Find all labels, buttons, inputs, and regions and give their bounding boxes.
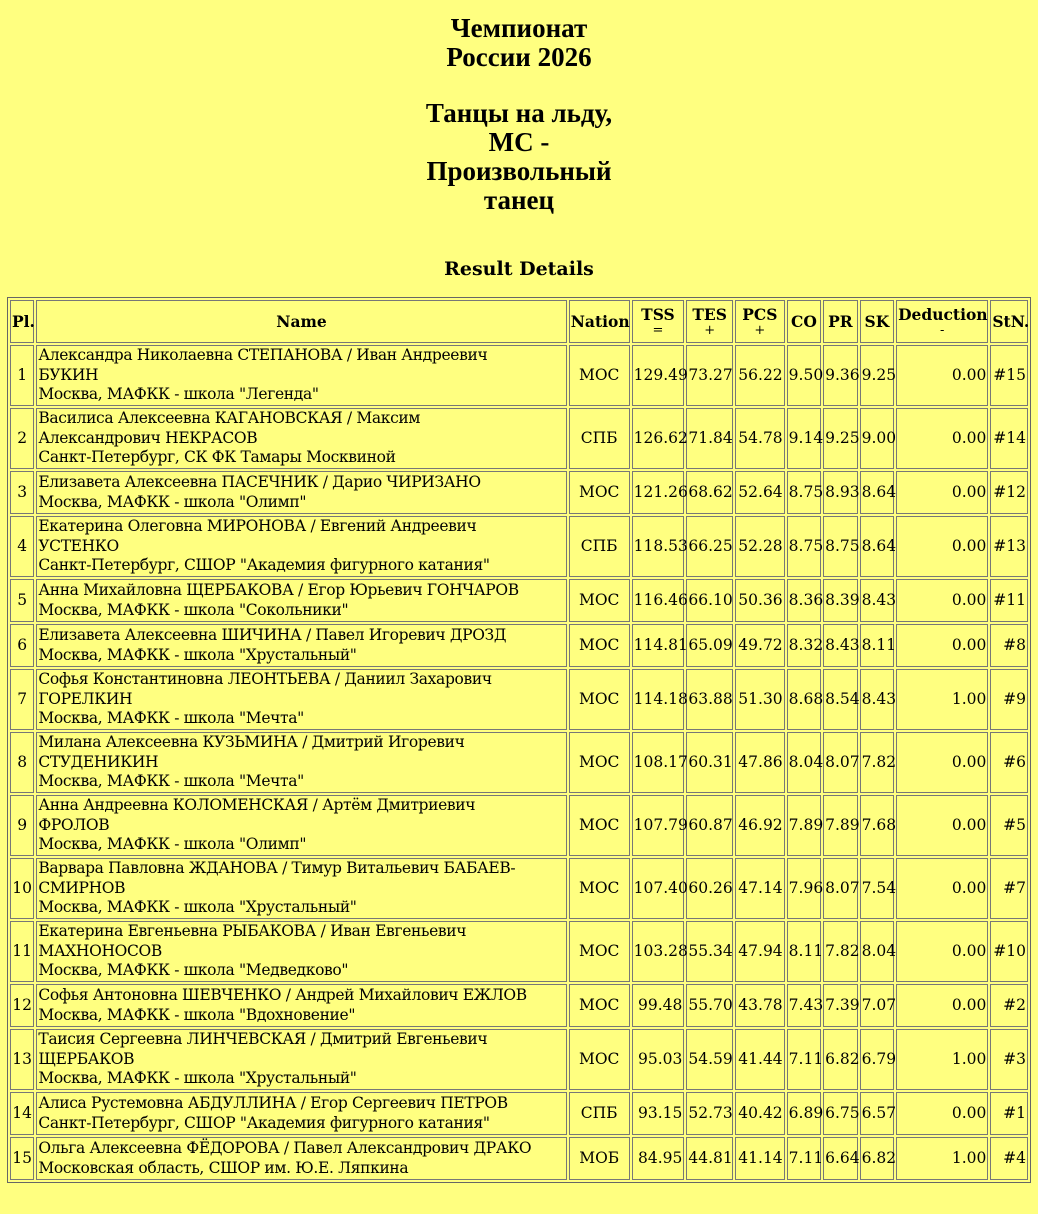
cell-place: 14 xyxy=(10,1092,34,1135)
name-line: Елизавета Алексеевна ПАСЕЧНИК / Дарио ЧИРИЗАНО xyxy=(38,473,481,491)
table-row xyxy=(10,408,1028,469)
cell-sk: 8.04 xyxy=(860,921,894,982)
name-line: Москва, МАФКК - школа "Олимп" xyxy=(38,835,307,854)
cell-deduction: 0.00 xyxy=(896,579,988,622)
event-title-line: Чемпионат xyxy=(450,13,588,43)
segment-title-line: Произвольный xyxy=(426,156,612,186)
cell-sk: 8.43 xyxy=(860,669,894,730)
cell-sk: 8.64 xyxy=(860,471,894,514)
event-title-line: России 2026 xyxy=(446,42,592,72)
column-header-nation: Nation xyxy=(569,300,630,343)
cell-pr: 8.93 xyxy=(823,471,857,514)
cell-pcs: 52.64 xyxy=(735,471,785,514)
cell-pr: 8.54 xyxy=(823,669,857,730)
table-row xyxy=(10,1137,1028,1180)
cell-name xyxy=(36,732,566,793)
cell-deduction: 0.00 xyxy=(896,1092,988,1135)
cell-sk: 8.11 xyxy=(860,624,894,667)
cell-tes: 66.10 xyxy=(686,579,733,622)
name-line: Таисия Сергеевна ЛИНЧЕВСКАЯ / Дмитрий Евгеньевич xyxy=(38,1030,488,1049)
cell-tes: 52.73 xyxy=(686,1092,733,1135)
cell-tss: 126.62 xyxy=(632,408,685,469)
cell-deduction: 1.00 xyxy=(896,1137,988,1180)
cell-nation: МОС xyxy=(569,579,630,622)
page-header xyxy=(0,14,1038,280)
cell-start-number: #7 xyxy=(990,858,1028,919)
cell-sk: 7.54 xyxy=(860,858,894,919)
cell-tes: 66.25 xyxy=(686,516,733,577)
column-header-pcs-sign: + xyxy=(754,323,766,338)
cell-place: 15 xyxy=(10,1137,34,1180)
cell-nation: МОС xyxy=(569,345,630,406)
cell-deduction: 0.00 xyxy=(896,624,988,667)
cell-deduction: 0.00 xyxy=(896,516,988,577)
cell-tss: 108.17 xyxy=(632,732,685,793)
cell-sk: 6.82 xyxy=(860,1137,894,1180)
cell-place: 6 xyxy=(10,624,34,667)
cell-deduction: 0.00 xyxy=(896,471,988,514)
cell-pcs: 46.92 xyxy=(735,795,785,856)
cell-tes: 54.59 xyxy=(686,1029,733,1090)
cell-pcs: 52.28 xyxy=(735,516,785,577)
table-row xyxy=(10,579,1028,622)
name-line: Екатерина Евгеньевна РЫБАКОВА / Иван Евгеньевич xyxy=(38,922,467,941)
cell-name xyxy=(36,408,566,469)
cell-co: 7.96 xyxy=(787,858,821,919)
cell-place: 7 xyxy=(10,669,34,730)
cell-sk: 8.43 xyxy=(860,579,894,622)
cell-name xyxy=(36,669,566,730)
table-row xyxy=(10,984,1028,1027)
cell-place: 10 xyxy=(10,858,34,919)
name-line: Санкт-Петербург, СК ФК Тамары Москвиной xyxy=(38,448,396,467)
name-line: Анна Андреевна КОЛОМЕНСКАЯ / Артём Дмитриевич xyxy=(38,796,476,815)
cell-pr: 9.25 xyxy=(823,408,857,469)
cell-nation: МОС xyxy=(569,624,630,667)
cell-place: 4 xyxy=(10,516,34,577)
cell-co: 8.04 xyxy=(787,732,821,793)
cell-co: 7.11 xyxy=(787,1137,821,1180)
name-line: Москва, МАФКК - школа "Хрустальный" xyxy=(38,645,357,664)
cell-tss: 107.79 xyxy=(632,795,685,856)
name-line: Москва, МАФКК - школа "Мечта" xyxy=(38,709,304,728)
cell-deduction: 0.00 xyxy=(896,345,988,406)
cell-pr: 6.75 xyxy=(823,1092,857,1135)
column-header-sk: SK xyxy=(860,300,894,343)
cell-nation: МОБ xyxy=(569,1137,630,1180)
cell-start-number: #2 xyxy=(990,984,1028,1027)
column-header-tss xyxy=(632,300,685,343)
cell-tss: 118.53 xyxy=(632,516,685,577)
cell-sk: 6.79 xyxy=(860,1029,894,1090)
column-header-deduction xyxy=(896,300,988,343)
table-row xyxy=(10,732,1028,793)
name-line: МАХНОНОСОВ xyxy=(38,941,162,960)
cell-pcs: 41.14 xyxy=(735,1137,785,1180)
cell-pr: 9.36 xyxy=(823,345,857,406)
cell-name xyxy=(36,1137,566,1180)
cell-name xyxy=(36,921,566,982)
cell-sk: 9.00 xyxy=(860,408,894,469)
cell-start-number: #5 xyxy=(990,795,1028,856)
cell-co: 7.89 xyxy=(787,795,821,856)
cell-deduction: 0.00 xyxy=(896,984,988,1027)
column-header-pl: Pl. xyxy=(10,300,34,343)
column-header-pr: PR xyxy=(823,300,857,343)
cell-start-number: #11 xyxy=(990,579,1028,622)
cell-sk: 7.82 xyxy=(860,732,894,793)
cell-co: 8.75 xyxy=(787,516,821,577)
cell-nation: СПБ xyxy=(569,1092,630,1135)
cell-place: 1 xyxy=(10,345,34,406)
name-line: Санкт-Петербург, СШОР "Академия фигурного катания" xyxy=(38,556,490,575)
cell-co: 8.68 xyxy=(787,669,821,730)
cell-nation: МОС xyxy=(569,669,630,730)
cell-pr: 6.64 xyxy=(823,1137,857,1180)
cell-name xyxy=(36,624,566,667)
cell-deduction: 0.00 xyxy=(896,921,988,982)
cell-start-number: #12 xyxy=(990,471,1028,514)
segment-title-line: Танцы на льду, xyxy=(425,98,613,128)
cell-nation: СПБ xyxy=(569,516,630,577)
cell-pcs: 40.42 xyxy=(735,1092,785,1135)
cell-tes: 65.09 xyxy=(686,624,733,667)
cell-tss: 114.81 xyxy=(632,624,685,667)
cell-co: 9.50 xyxy=(787,345,821,406)
cell-start-number: #9 xyxy=(990,669,1028,730)
cell-co: 9.14 xyxy=(787,408,821,469)
segment-title-line: МС - xyxy=(488,127,550,157)
cell-name xyxy=(36,858,566,919)
cell-pr: 8.39 xyxy=(823,579,857,622)
cell-pcs: 49.72 xyxy=(735,624,785,667)
cell-tes: 63.88 xyxy=(686,669,733,730)
cell-name xyxy=(36,579,566,622)
table-row xyxy=(10,516,1028,577)
cell-nation: СПБ xyxy=(569,408,630,469)
cell-start-number: #10 xyxy=(990,921,1028,982)
cell-pr: 8.75 xyxy=(823,516,857,577)
cell-place: 5 xyxy=(10,579,34,622)
column-header-co: CO xyxy=(787,300,821,343)
name-line: ЩЕРБАКОВ xyxy=(38,1049,135,1068)
cell-pr: 8.07 xyxy=(823,732,857,793)
name-line: Алиса Рустемовна АБДУЛЛИНА / Егор Сергеевич ПЕТРОВ xyxy=(38,1094,508,1112)
cell-start-number: #3 xyxy=(990,1029,1028,1090)
cell-tss: 103.28 xyxy=(632,921,685,982)
name-line: Санкт-Петербург, СШОР "Академия фигурного катания" xyxy=(38,1113,490,1132)
name-line: БУКИН xyxy=(38,365,99,384)
name-line: Варвара Павловна ЖДАНОВА / Тимур Витальевич БАБАЕВ- xyxy=(38,859,516,878)
cell-start-number: #6 xyxy=(990,732,1028,793)
cell-tes: 55.34 xyxy=(686,921,733,982)
name-line: ФРОЛОВ xyxy=(38,815,110,834)
cell-pr: 7.82 xyxy=(823,921,857,982)
cell-nation: МОС xyxy=(569,795,630,856)
column-header-stn: StN. xyxy=(990,300,1028,343)
cell-tes: 68.62 xyxy=(686,471,733,514)
column-header-name: Name xyxy=(36,300,566,343)
cell-tes: 44.81 xyxy=(686,1137,733,1180)
cell-tss: 129.49 xyxy=(632,345,685,406)
cell-pcs: 51.30 xyxy=(735,669,785,730)
name-line: Екатерина Олеговна МИРОНОВА / Евгений Андреевич xyxy=(38,517,477,536)
cell-tss: 99.48 xyxy=(632,984,685,1027)
cell-pcs: 54.78 xyxy=(735,408,785,469)
segment-title-line: танец xyxy=(483,185,555,215)
cell-co: 8.11 xyxy=(787,921,821,982)
name-line: Елизавета Алексеевна ШИЧИНА / Павел Игоревич ДРОЗД xyxy=(38,626,507,644)
cell-name xyxy=(36,1092,566,1135)
cell-tes: 55.70 xyxy=(686,984,733,1027)
name-line: Москва, МАФКК - школа "Мечта" xyxy=(38,772,304,791)
column-header-pcs-label: PCS xyxy=(742,305,778,324)
cell-start-number: #13 xyxy=(990,516,1028,577)
name-line: УСТЕНКО xyxy=(38,536,119,555)
cell-pr: 8.43 xyxy=(823,624,857,667)
table-row xyxy=(10,669,1028,730)
column-header-pcs xyxy=(735,300,785,343)
name-line: Софья Антоновна ШЕВЧЕНКО / Андрей Михайлович ЕЖЛОВ xyxy=(38,986,527,1004)
table-header-row xyxy=(10,300,1028,343)
cell-name xyxy=(36,345,566,406)
table-row xyxy=(10,1092,1028,1135)
cell-tes: 60.31 xyxy=(686,732,733,793)
name-line: Москва, МАФКК - школа "Вдохновение" xyxy=(38,1005,356,1024)
cell-tss: 107.40 xyxy=(632,858,685,919)
column-header-tes-label: TES xyxy=(692,305,727,324)
cell-nation: МОС xyxy=(569,732,630,793)
cell-place: 11 xyxy=(10,921,34,982)
cell-co: 7.11 xyxy=(787,1029,821,1090)
cell-start-number: #4 xyxy=(990,1137,1028,1180)
name-line: Александра Николаевна СТЕПАНОВА / Иван Андреевич xyxy=(38,346,488,365)
table-row xyxy=(10,471,1028,514)
name-line: Москва, МАФКК - школа "Медведково" xyxy=(38,961,349,980)
cell-nation: МОС xyxy=(569,984,630,1027)
cell-tss: 114.18 xyxy=(632,669,685,730)
table-row xyxy=(10,795,1028,856)
name-line: Ольга Алексеевна ФЁДОРОВА / Павел Александрович ДРАКО xyxy=(38,1139,532,1157)
cell-sk: 8.64 xyxy=(860,516,894,577)
cell-tss: 116.46 xyxy=(632,579,685,622)
cell-start-number: #1 xyxy=(990,1092,1028,1135)
cell-nation: МОС xyxy=(569,921,630,982)
name-line: Московская область, СШОР им. Ю.Е. Ляпкина xyxy=(38,1158,409,1177)
cell-co: 8.36 xyxy=(787,579,821,622)
cell-name xyxy=(36,1029,566,1090)
cell-place: 9 xyxy=(10,795,34,856)
name-line: Милана Алексеевна КУЗЬМИНА / Дмитрий Игоревич xyxy=(38,733,465,752)
cell-name xyxy=(36,795,566,856)
column-header-deduction-label: Deduction xyxy=(898,305,988,324)
column-header-tss-label: TSS xyxy=(641,305,675,324)
cell-sk: 7.07 xyxy=(860,984,894,1027)
cell-co: 7.43 xyxy=(787,984,821,1027)
results-table xyxy=(7,297,1031,1183)
name-line: Софья Константиновна ЛЕОНТЬЕВА / Даниил Захарович xyxy=(38,670,492,689)
cell-tss: 84.95 xyxy=(632,1137,685,1180)
cell-start-number: #14 xyxy=(990,408,1028,469)
cell-nation: МОС xyxy=(569,471,630,514)
name-line: Москва, МАФКК - школа "Хрустальный" xyxy=(38,898,357,917)
segment-title xyxy=(0,99,1038,215)
name-line: Анна Михайловна ЩЕРБАКОВА / Егор Юрьевич ГОНЧАРОВ xyxy=(38,581,519,599)
cell-place: 2 xyxy=(10,408,34,469)
cell-deduction: 0.00 xyxy=(896,732,988,793)
cell-place: 13 xyxy=(10,1029,34,1090)
cell-pr: 6.82 xyxy=(823,1029,857,1090)
cell-pcs: 41.44 xyxy=(735,1029,785,1090)
cell-deduction: 0.00 xyxy=(896,795,988,856)
cell-pcs: 47.14 xyxy=(735,858,785,919)
cell-name xyxy=(36,471,566,514)
column-header-tss-sign: = xyxy=(652,323,664,338)
cell-deduction: 1.00 xyxy=(896,669,988,730)
cell-deduction: 0.00 xyxy=(896,858,988,919)
cell-place: 3 xyxy=(10,471,34,514)
name-line: СМИРНОВ xyxy=(38,878,126,897)
cell-tss: 95.03 xyxy=(632,1029,685,1090)
table-body xyxy=(10,345,1028,1180)
cell-name xyxy=(36,516,566,577)
cell-deduction: 0.00 xyxy=(896,408,988,469)
cell-pcs: 47.94 xyxy=(735,921,785,982)
cell-pcs: 47.86 xyxy=(735,732,785,793)
name-line: Москва, МАФКК - школа "Сокольники" xyxy=(38,600,349,619)
cell-start-number: #8 xyxy=(990,624,1028,667)
cell-pcs: 56.22 xyxy=(735,345,785,406)
cell-nation: МОС xyxy=(569,1029,630,1090)
name-line: Василиса Алексеевна КАГАНОВСКАЯ / Максим xyxy=(38,409,421,428)
table-row xyxy=(10,921,1028,982)
cell-sk: 9.25 xyxy=(860,345,894,406)
name-line: ГОРЕЛКИН xyxy=(38,689,133,708)
cell-tss: 121.26 xyxy=(632,471,685,514)
cell-tes: 60.26 xyxy=(686,858,733,919)
column-header-tes-sign: + xyxy=(704,323,716,338)
name-line: Москва, МАФКК - школа "Легенда" xyxy=(38,385,319,404)
cell-sk: 6.57 xyxy=(860,1092,894,1135)
cell-pr: 8.07 xyxy=(823,858,857,919)
cell-co: 8.75 xyxy=(787,471,821,514)
name-line: СТУДЕНИКИН xyxy=(38,752,159,771)
cell-tes: 71.84 xyxy=(686,408,733,469)
cell-deduction: 1.00 xyxy=(896,1029,988,1090)
section-title: Result Details xyxy=(444,258,594,280)
cell-nation: МОС xyxy=(569,858,630,919)
name-line: Александрович НЕКРАСОВ xyxy=(38,428,258,447)
name-line: Москва, МАФКК - школа "Хрустальный" xyxy=(38,1069,357,1088)
event-title xyxy=(0,14,1038,72)
cell-pr: 7.89 xyxy=(823,795,857,856)
cell-tes: 60.87 xyxy=(686,795,733,856)
cell-co: 8.32 xyxy=(787,624,821,667)
cell-co: 6.89 xyxy=(787,1092,821,1135)
column-header-deduction-sign: - xyxy=(940,323,945,338)
name-line: Москва, МАФКК - школа "Олимп" xyxy=(38,492,307,511)
table-row xyxy=(10,624,1028,667)
cell-name xyxy=(36,984,566,1027)
table-row xyxy=(10,858,1028,919)
column-header-tes xyxy=(686,300,733,343)
cell-start-number: #15 xyxy=(990,345,1028,406)
table-row xyxy=(10,345,1028,406)
cell-tss: 93.15 xyxy=(632,1092,685,1135)
cell-pcs: 43.78 xyxy=(735,984,785,1027)
cell-pcs: 50.36 xyxy=(735,579,785,622)
cell-pr: 7.39 xyxy=(823,984,857,1027)
cell-place: 8 xyxy=(10,732,34,793)
cell-tes: 73.27 xyxy=(686,345,733,406)
cell-place: 12 xyxy=(10,984,34,1027)
cell-sk: 7.68 xyxy=(860,795,894,856)
table-row xyxy=(10,1029,1028,1090)
